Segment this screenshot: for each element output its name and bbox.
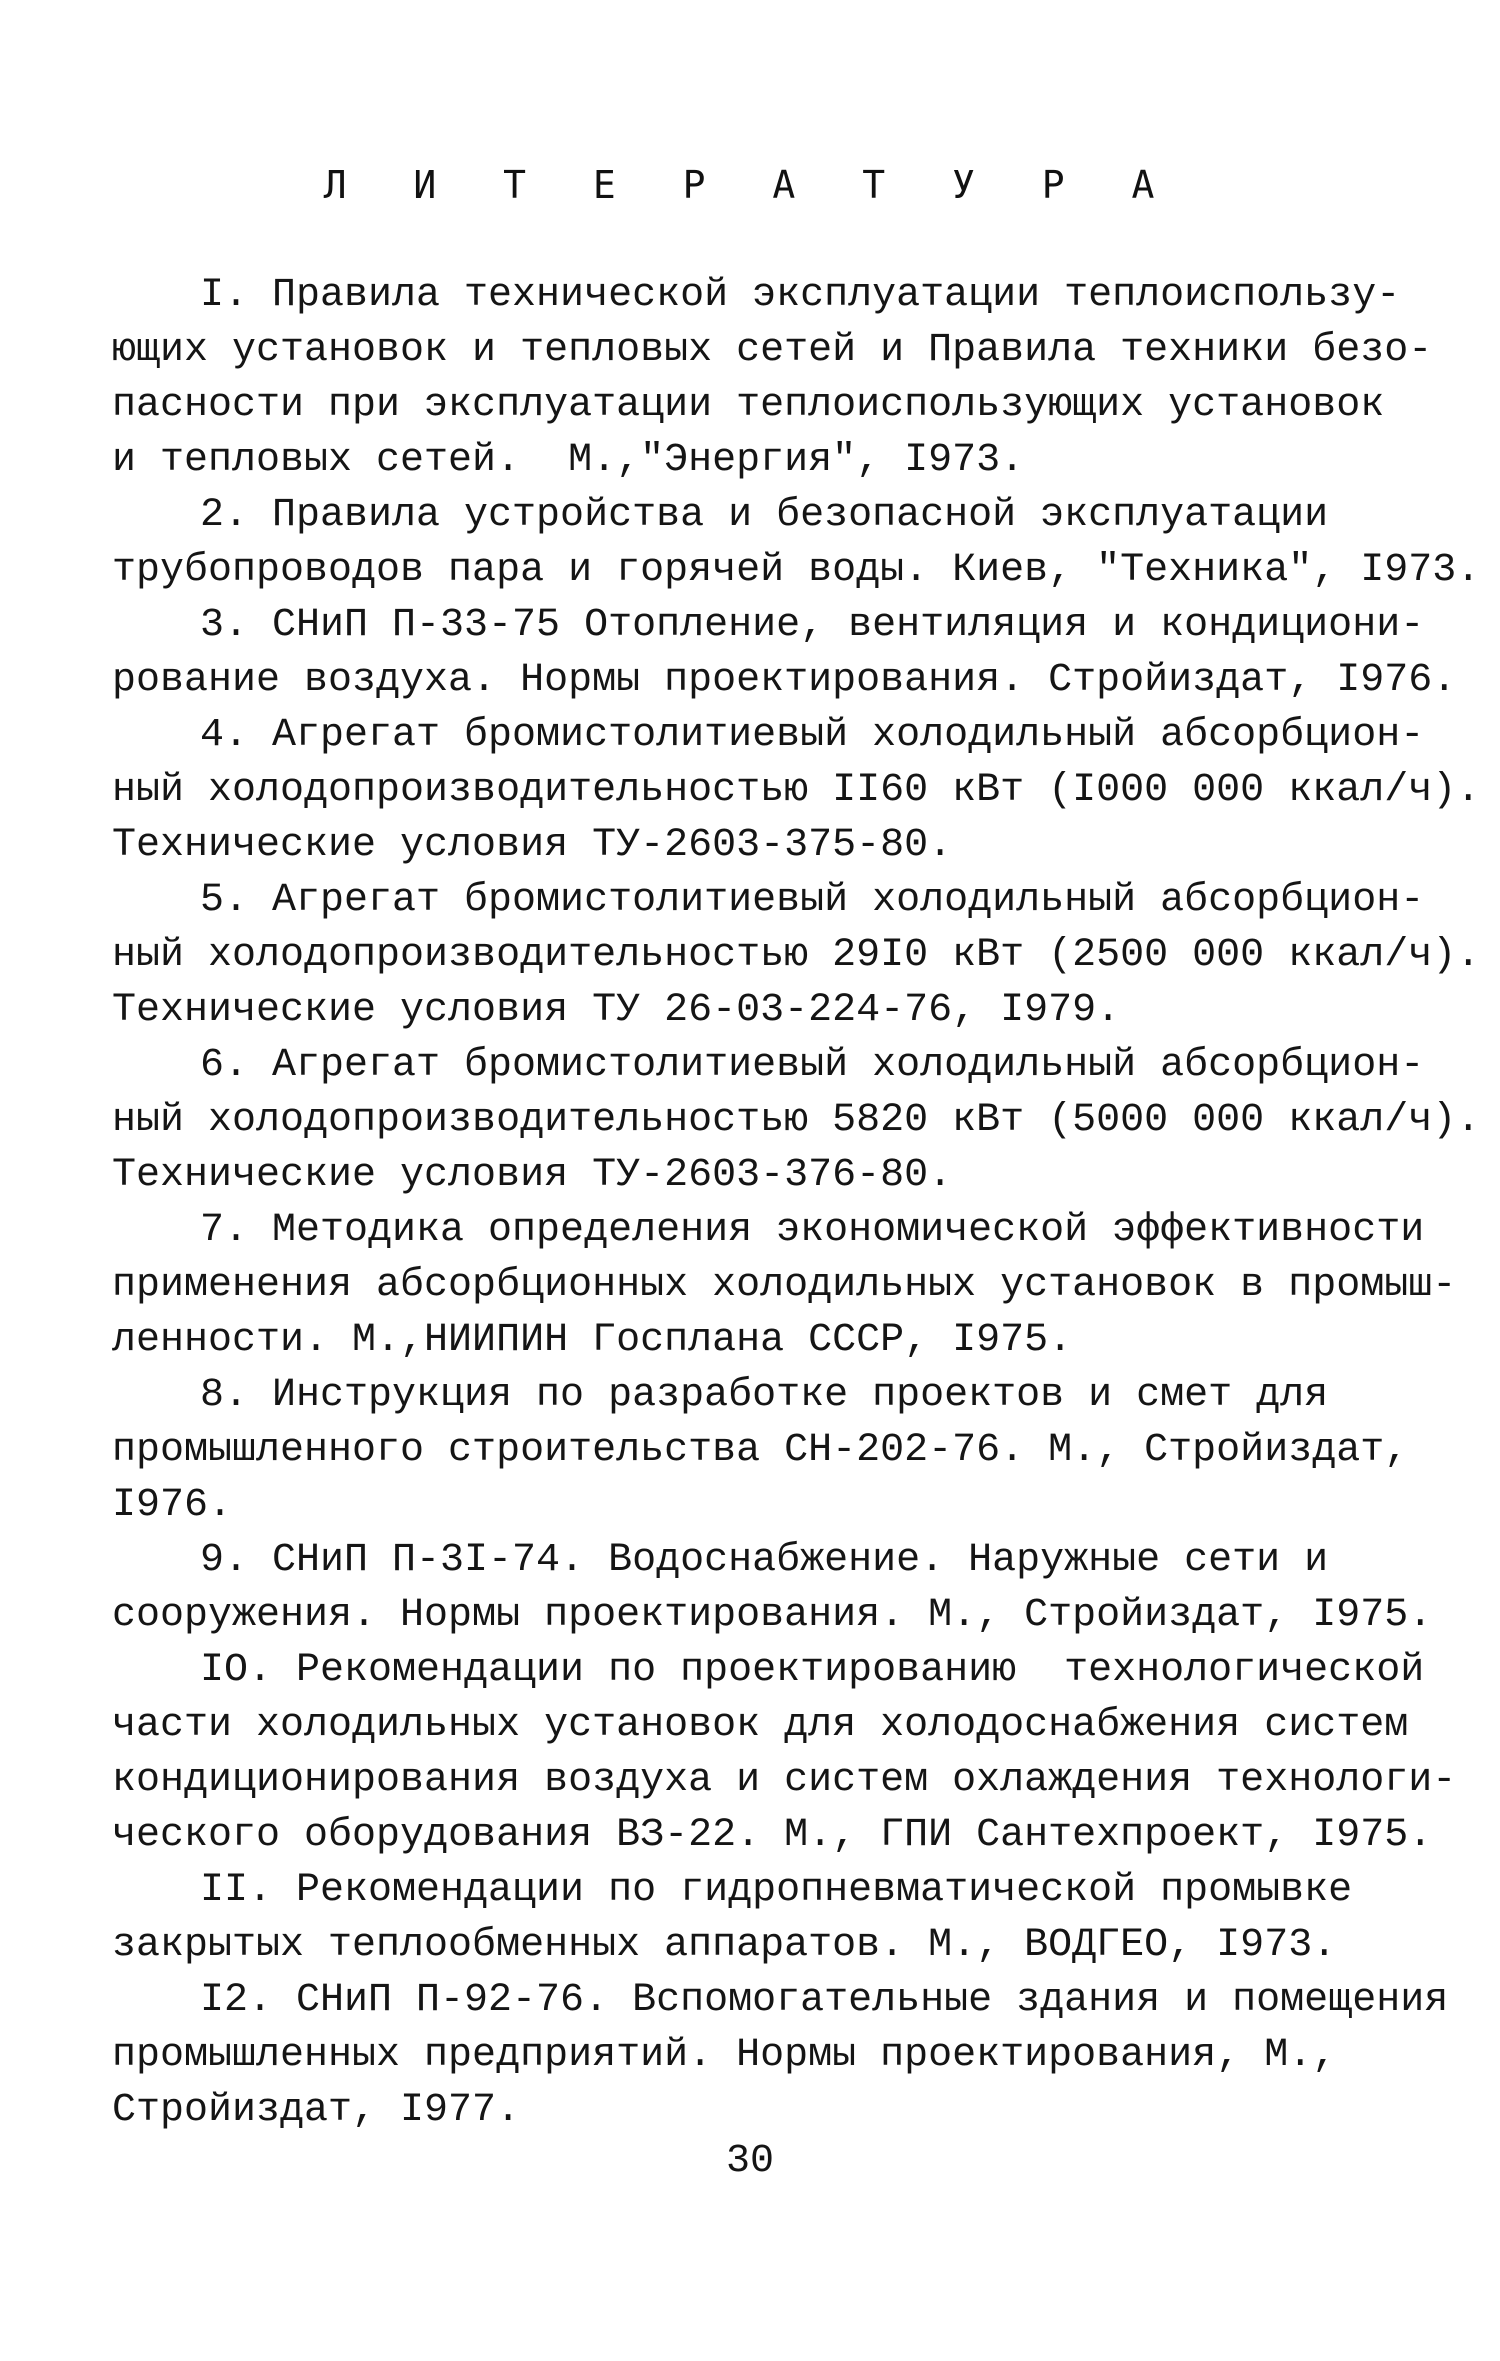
reference-line: I976. [112, 1483, 233, 1528]
reference-line: 4. Агрегат бромистолитиевый холодильный абсорбцион- [200, 713, 1425, 758]
reference-item-9 [112, 1533, 1433, 1643]
reference-line: 2. Правила устройства и безопасной эксплуатации [200, 493, 1329, 538]
reference-item-4 [112, 708, 1481, 873]
reference-line: Технические условия ТУ 26-03-224-76, I979. [112, 988, 1121, 1033]
reference-line: ный холодопроизводительностью II60 кВт (I000 000 ккал/ч). [112, 768, 1481, 813]
reference-item-3 [112, 598, 1457, 708]
reference-item-10 [112, 1643, 1457, 1863]
reference-item-1 [112, 268, 1433, 488]
reference-item-6 [112, 1038, 1481, 1203]
reference-line: части холодильных установок для холодоснабжения систем [112, 1703, 1409, 1748]
reference-line: 9. СНиП П-3I-74. Водоснабжение. Наружные сети и [200, 1538, 1329, 1583]
page-number: 30 [725, 2139, 774, 2184]
reference-line: Технические условия ТУ-2603-375-80. [112, 823, 953, 868]
reference-line: I2. СНиП П-92-76. Вспомогательные здания и помещения [200, 1978, 1449, 2023]
reference-line: пасности при эксплуатации теплоиспользующих установок [112, 383, 1385, 428]
reference-line: сооружения. Нормы проектирования. М., Стройиздат, I975. [112, 1593, 1433, 1638]
reference-line: промышленного строительства СН-202-76. М., Стройиздат, [112, 1428, 1409, 1473]
reference-item-11 [112, 1863, 1374, 1973]
reference-line: ческого оборудования ВЗ-22. М., ГПИ Сантехпроект, I975. [112, 1813, 1433, 1858]
reference-line: Технические условия ТУ-2603-376-80. [112, 1153, 953, 1198]
reference-item-7 [112, 1203, 1457, 1368]
reference-line: II. Рекомендации по гидропневматической промывке [200, 1868, 1353, 1913]
reference-line: 8. Инструкция по разработке проектов и смет для [200, 1373, 1329, 1418]
reference-list [112, 268, 1481, 2138]
reference-line: ющих установок и тепловых сетей и Правила техники безо- [112, 328, 1433, 373]
reference-line: трубопроводов пара и горячей воды. Киев, "Техника", I973. [112, 548, 1481, 593]
reference-item-5 [112, 873, 1481, 1038]
reference-line: ленности. М.,НИИПИН Госплана СССР, I975. [112, 1318, 1073, 1363]
reference-line: ный холодопроизводительностью 5820 кВт (5000 000 ккал/ч). [112, 1098, 1481, 1143]
reference-line: I. Правила технической эксплуатации теплоиспользу- [200, 273, 1401, 318]
reference-line: 5. Агрегат бромистолитиевый холодильный абсорбцион- [200, 878, 1425, 923]
reference-item-12 [112, 1973, 1449, 2138]
reference-line: рование воздуха. Нормы проектирования. Стройиздат, I976. [112, 658, 1457, 703]
reference-line: кондиционирования воздуха и систем охлаждения технологи- [112, 1758, 1457, 1803]
reference-line: ный холодопроизводительностью 29I0 кВт (2500 000 ккал/ч). [112, 933, 1481, 978]
reference-line: и тепловых сетей. М.,"Энергия", I973. [112, 438, 1025, 483]
reference-item-2 [112, 488, 1481, 598]
reference-line: закрытых теплообменных аппаратов. М., ВОДГЕО, I973. [112, 1923, 1337, 1968]
reference-line: 3. СНиП П-33-75 Отопление, вентиляция и кондициони- [200, 603, 1425, 648]
reference-item-8 [112, 1368, 1409, 1533]
reference-line: промышленных предприятий. Нормы проектирования, М., [112, 2033, 1337, 2078]
reference-line: 6. Агрегат бромистолитиевый холодильный абсорбцион- [200, 1043, 1425, 1088]
reference-line: Стройиздат, I977. [112, 2088, 521, 2133]
reference-line: применения абсорбционных холодильных установок в промыш- [112, 1263, 1457, 1308]
page-title: Л И Т Е Р А Т У Р А [323, 163, 1177, 207]
reference-line: 7. Методика определения экономической эффективности [200, 1208, 1425, 1253]
reference-line: IO. Рекомендации по проектированию технологической [200, 1648, 1425, 1693]
